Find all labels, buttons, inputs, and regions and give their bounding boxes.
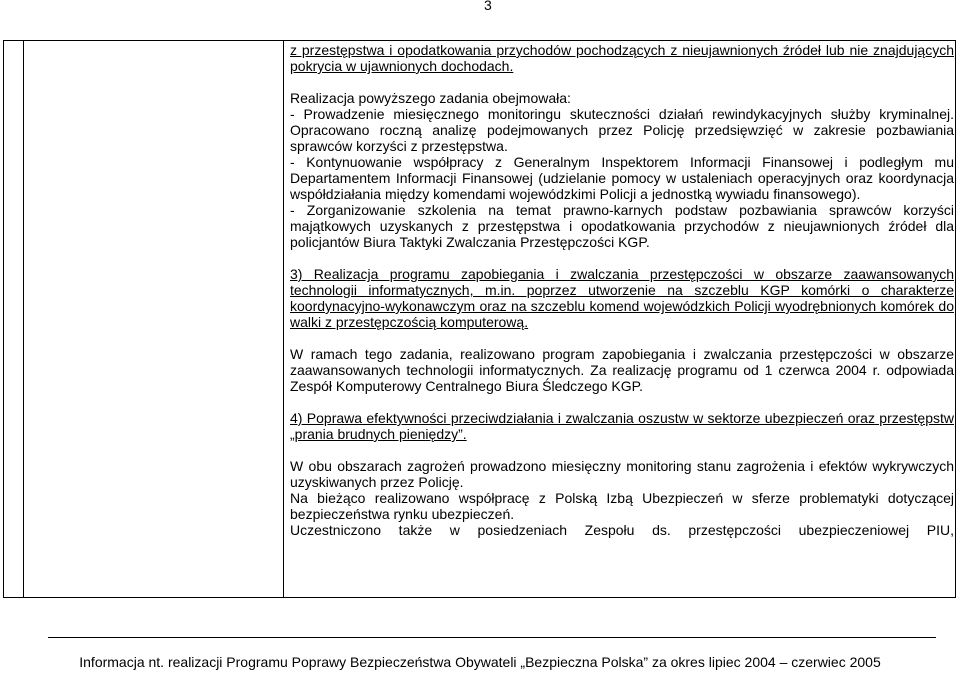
paragraph-intro: Realizacja powyższego zadania obejmowała: — [290, 90, 571, 106]
column-divider — [283, 41, 284, 597]
paragraph: W ramach tego zadania, realizowano program zapobiegania i zwalczania przestępczości w obszarze zaawansowanych technologii informatycznych. Za realizację programu od 1 czerwca 2004 r. odpowiada Zespół Komputerowy Centralnego Biura Śledczego KGP. — [290, 346, 954, 394]
footer-rule — [48, 637, 936, 638]
paragraph: Na bieżąco realizowano współpracę z Polską Izbą Ubezpieczeń w sferze problematyki dotyczącej bezpieczeństwa rynku ubezpieczeń. — [290, 490, 954, 522]
paragraph: Uczestniczono także w posiedzeniach Zespołu ds. przestępczości ubezpieczeniowej PIU, — [290, 522, 954, 538]
content-cell — [290, 42, 954, 538]
list-item: - Prowadzenie miesięcznego monitoringu skuteczności działań rewindykacyjnych służby kryminalnej. Opracowano roczną analizę podejmowanych przez Policję przedsięwzięć w zakresie pozbawiania sprawców korzyści z przestępstwa. — [290, 106, 954, 154]
list-item: - Kontynuowanie współpracy z Generalnym Inspektorem Informacji Finansowej i podległym mu Departamentem Informacji Finansowej (udzielanie pomocy w ustaleniach operacyjnych oraz koordynacja współdziałania między komendami wojewódzkimi Policji a jednostką wywiadu finansowego). — [290, 154, 954, 202]
section-heading-3: 3) Realizacja programu zapobiegania i zwalczania przestępczości w obszarze zaawansowanych technologii informatycznych, m.in. poprzez utworzenie na szczeblu KGP komórki o charakterze koordynacyjno-wykonawczym oraz na szczeblu komend wojewódzkich Policji wyodrębnionych komórek do walki z przestępczością komputerową. — [290, 266, 954, 330]
paragraph: W obu obszarach zagrożeń prowadzono miesięczny monitoring stanu zagrożenia i efektów wykrywczych uzyskiwanych przez Policję. — [290, 458, 954, 490]
footer-text: Informacja nt. realizacji Programu Poprawy Bezpieczeństwa Obywateli „Bezpieczna Polska” za okres lipiec 2004 – czerwiec 2005 — [79, 654, 881, 670]
content-table — [3, 40, 956, 598]
list-item: - Zorganizowanie szkolenia na temat prawno-karnych podstaw pozbawiania sprawców korzyści majątkowych uzyskanych z przestępstwa i opodatkowania przychodów z nieujawnionych źródeł dla policjantów Biura Taktyki Zwalczania Przestępczości KGP. — [290, 202, 954, 250]
page-number: 3 — [484, 0, 492, 13]
paragraph-continuation: z przestępstwa i opodatkowania przychodów pochodzących z nieujawnionych źródeł lub nie znajdujących pokrycia w ujawnionych dochodach. — [290, 42, 954, 74]
column-divider — [23, 41, 24, 597]
section-heading-4: 4) Poprawa efektywności przeciwdziałania i zwalczania oszustw w sektorze ubezpieczeń oraz przestępstw „prania brudnych pieniędzy”. — [290, 410, 954, 442]
